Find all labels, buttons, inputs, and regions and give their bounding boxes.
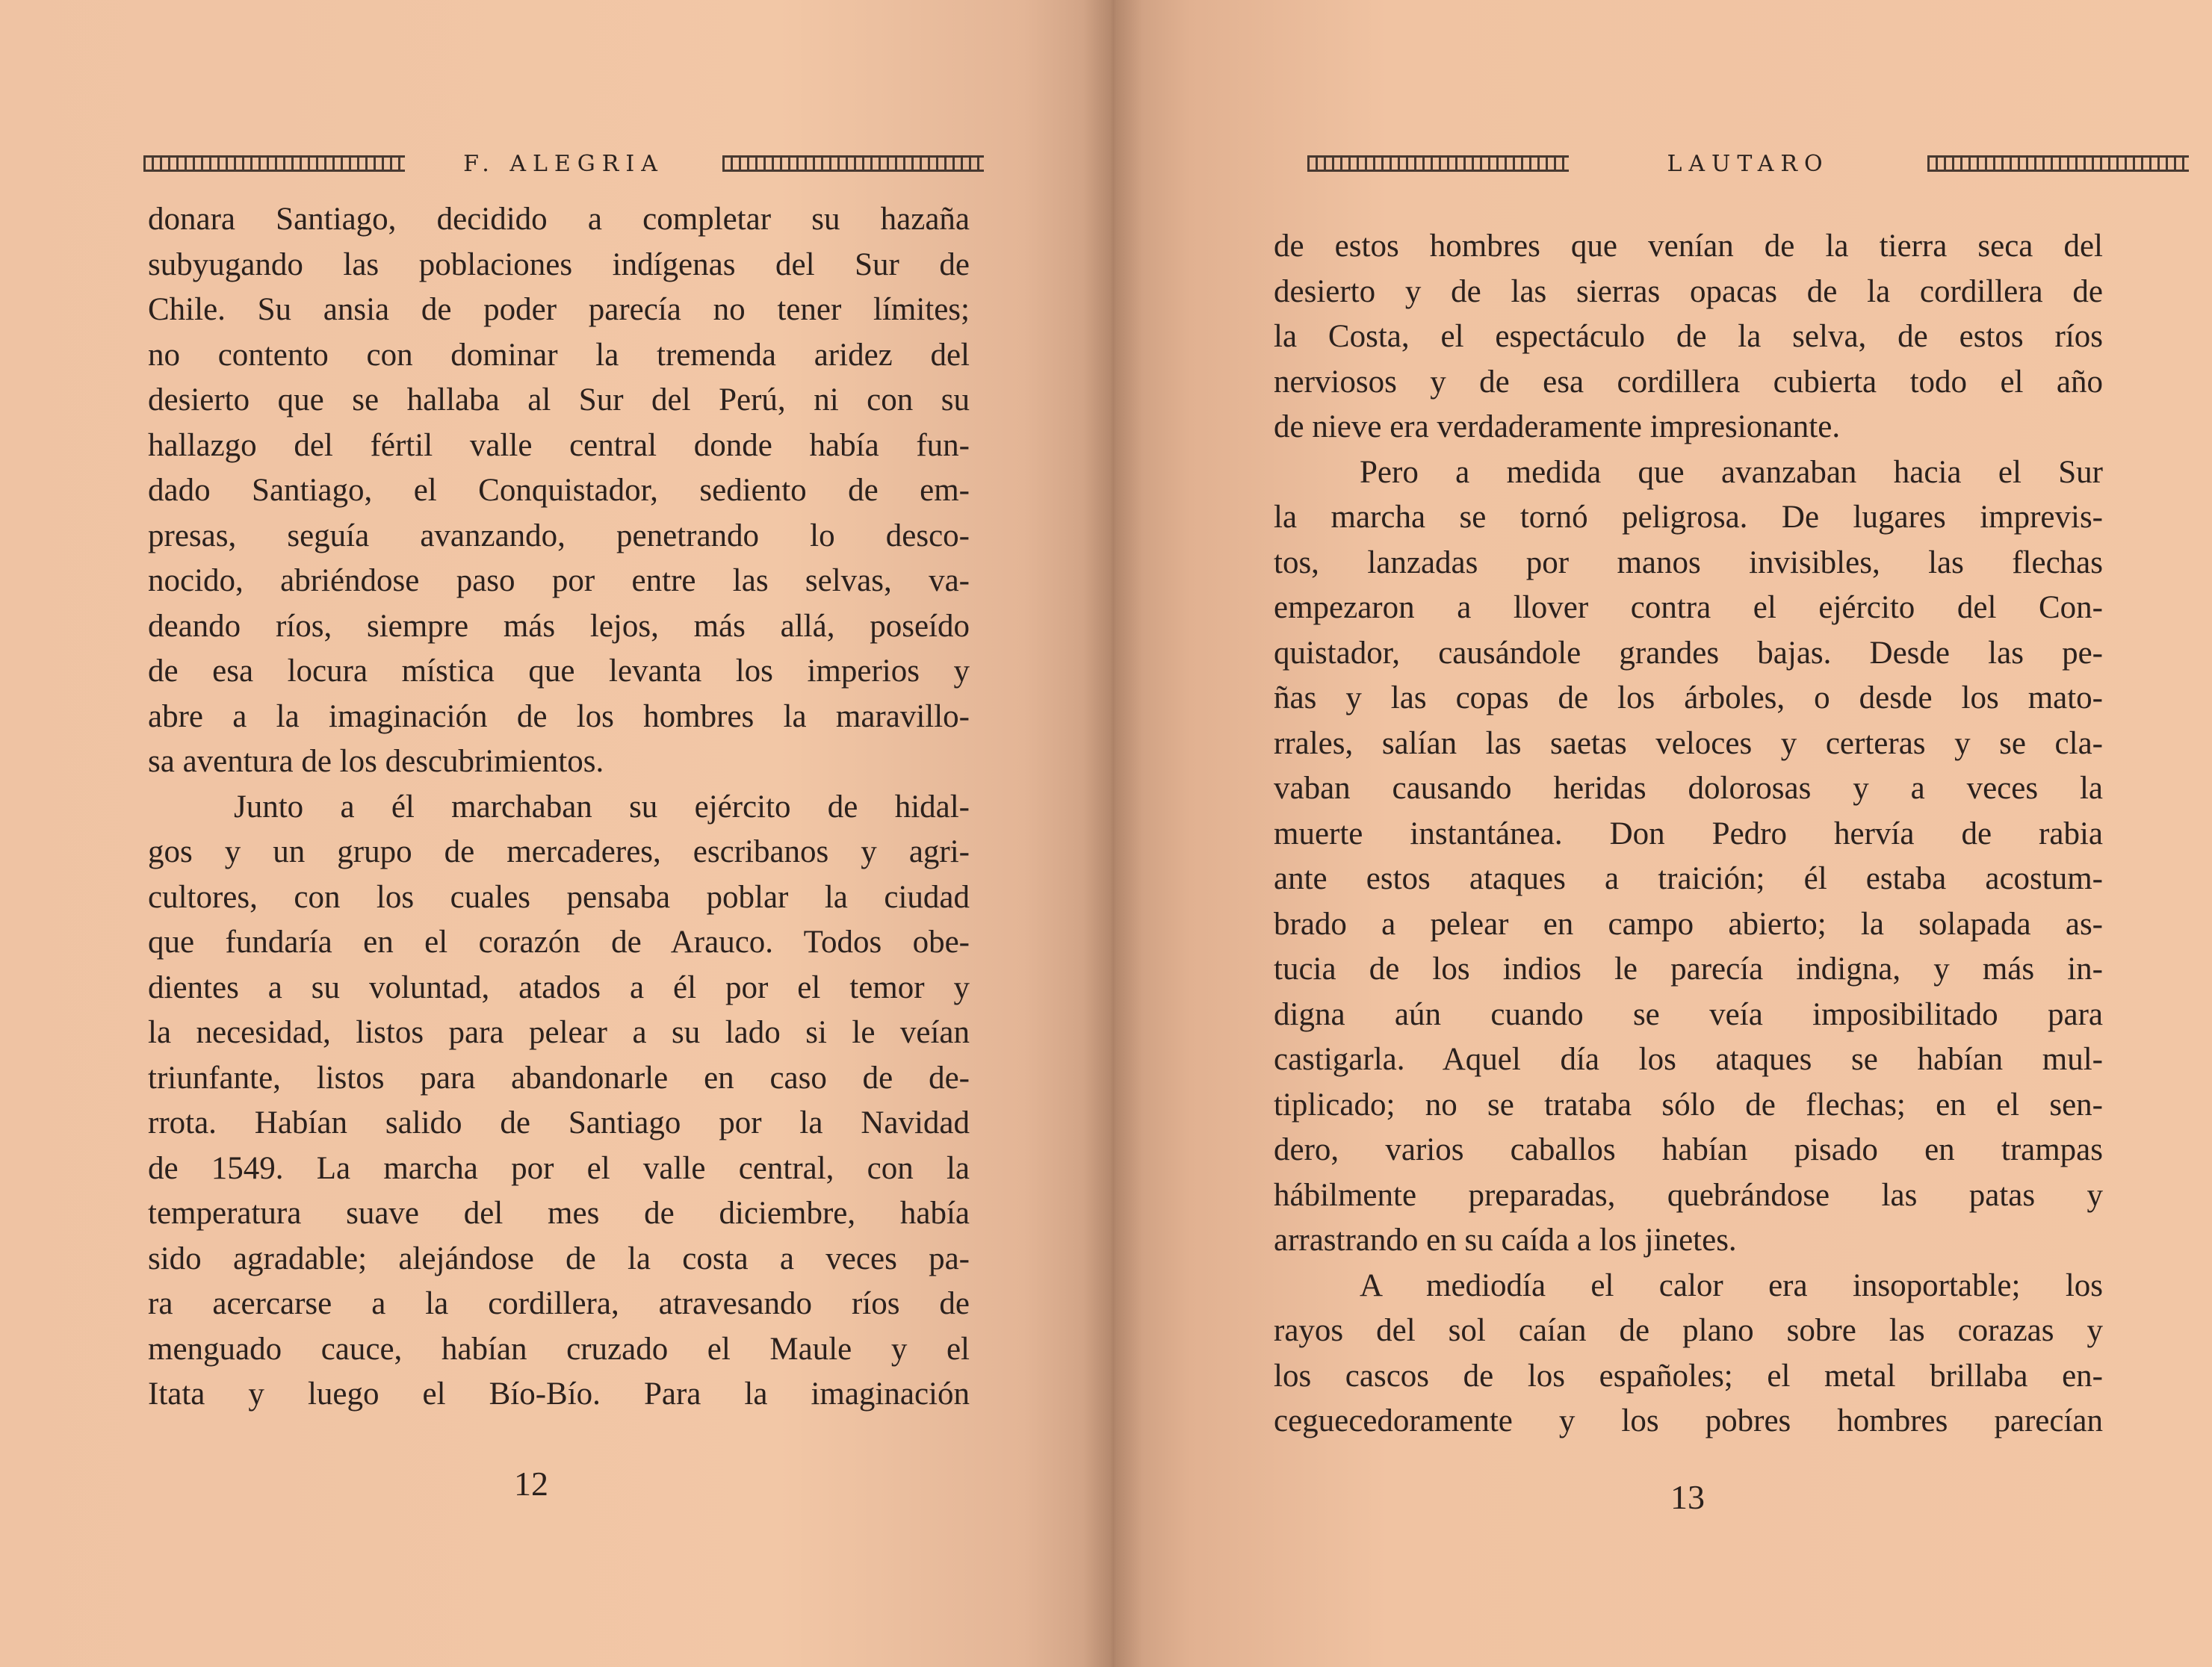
text-line: Chile. Su ansia de poder parecía no tener límites; <box>148 292 970 327</box>
text-line: empezaron a llover contra el ejército del Con- <box>1274 590 2103 625</box>
text-line: donara Santiago, decidido a completar su hazaña <box>148 202 970 237</box>
left-running-head <box>143 145 984 182</box>
text-line: triunfante, listos para abandonarle en caso de de- <box>148 1060 970 1096</box>
right-page <box>1113 0 2212 1667</box>
right-page-number: 13 <box>1670 1478 1705 1516</box>
text-line: nocido, abriéndose paso por entre las selvas, va- <box>148 563 970 598</box>
text-line: ante estos ataques a traición; él estaba acostum- <box>1274 861 2103 896</box>
text-line: Pero a medida que avanzaban hacia el Sur <box>1360 454 2103 490</box>
text-line: los cascos de los españoles; el metal brillaba en- <box>1274 1358 2103 1394</box>
text-line: la Costa, el espectáculo de la selva, de estos ríos <box>1274 319 2103 354</box>
text-line: temperatura suave del mes de diciembre, había <box>148 1196 970 1231</box>
text-line: la necesidad, listos para pelear a su lado si le veían <box>148 1015 970 1050</box>
text-line: que fundaría en el corazón de Arauco. Todos obe- <box>148 925 970 960</box>
greek-key-ornament-icon <box>1927 155 2189 172</box>
text-line: abre a la imaginación de los hombres la maravillo- <box>148 698 970 734</box>
text-line: sa aventura de los descubrimientos. <box>148 744 604 779</box>
text-line: tos, lanzadas por manos invisibles, las flechas <box>1274 544 2103 580</box>
text-line: dado Santiago, el Conquistador, sediento de em- <box>148 473 970 508</box>
text-line: Itata y luego el Bío-Bío. Para la imaginación <box>148 1376 970 1412</box>
text-line: de estos hombres que venían de la tierra seca del <box>1274 229 2103 264</box>
text-line: quistador, causándole grandes bajas. Desde las pe- <box>1274 635 2103 671</box>
text-line: subyugando las poblaciones indígenas del Sur de <box>148 246 970 282</box>
text-line: brado a pelear en campo abierto; la solapada as- <box>1274 906 2103 942</box>
text-line: no contento con dominar la tremenda aridez del <box>148 337 970 373</box>
text-line: desierto y de las sierras opacas de la cordillera de <box>1274 273 2103 309</box>
text-line: de esa locura mística que levanta los imperios y <box>148 654 970 689</box>
greek-key-ornament-icon <box>722 155 984 172</box>
greek-key-ornament-icon <box>143 155 405 172</box>
text-line: arrastrando en su caída a los jinetes. <box>1274 1223 1737 1258</box>
text-line: la marcha se tornó peligrosa. De lugares imprevis- <box>1274 500 2103 535</box>
text-line: menguado cauce, habían cruzado el Maule y el <box>148 1331 970 1367</box>
text-line: hallazgo del fértil valle central donde había fun- <box>148 427 970 463</box>
text-line: de 1549. La marcha por el valle central, con la <box>148 1150 970 1186</box>
text-line: cultores, con los cuales pensaba poblar la ciudad <box>148 879 970 915</box>
text-line: presas, seguía avanzando, penetrando lo desco- <box>148 518 970 553</box>
right-body-text <box>1274 224 2103 1444</box>
text-line: desierto que se hallaba al Sur del Perú, ni con su <box>148 382 970 417</box>
text-line: ñas y las copas de los árboles, o desde los mato- <box>1274 680 2103 715</box>
text-line: de nieve era verdaderamente impresionante. <box>1274 409 1841 444</box>
text-line: nerviosos y de esa cordillera cubierta todo el año <box>1274 364 2103 400</box>
text-line: vaban causando heridas dolorosas y a veces la <box>1274 771 2103 806</box>
text-line: muerte instantánea. Don Pedro hervía de rabia <box>1274 816 2103 851</box>
right-running-head-title: LAUTARO <box>1667 150 1830 177</box>
text-line: gos y un grupo de mercaderes, escribanos y agri- <box>148 834 970 869</box>
left-body-text <box>148 197 970 1418</box>
greek-key-ornament-icon <box>1307 155 1569 172</box>
text-line: sido agradable; alejándose de la costa a veces pa- <box>148 1241 970 1276</box>
text-line: ceguecedoramente y los pobres hombres parecían <box>1274 1403 2103 1438</box>
text-line: Junto a él marchaban su ejército de hidal- <box>234 789 970 825</box>
text-line: rayos del sol caían de plano sobre las corazas y <box>1274 1313 2103 1348</box>
text-line: castigarla. Aquel día los ataques se habían mul- <box>1274 1042 2103 1077</box>
text-line: digna aún cuando se veía imposibilitado para <box>1274 996 2103 1032</box>
text-line: rrota. Habían salido de Santiago por la Navidad <box>148 1105 970 1140</box>
text-line: rrales, salían las saetas veloces y certeras y se cla- <box>1274 725 2103 761</box>
text-line: tucia de los indios le parecía indigna, y más in- <box>1274 952 2103 987</box>
text-line: dientes a su voluntad, atados a él por el temor y <box>148 969 970 1005</box>
text-line: ra acercarse a la cordillera, atravesando ríos de <box>148 1286 970 1321</box>
left-page-number: 12 <box>514 1465 548 1503</box>
right-running-head <box>1307 145 2189 182</box>
left-running-head-title: F. ALEGRIA <box>463 150 664 177</box>
text-line: hábilmente preparadas, quebrándose las patas y <box>1274 1177 2103 1213</box>
text-line: deando ríos, siempre más lejos, más allá, poseído <box>148 608 970 644</box>
text-line: A mediodía el calor era insoportable; los <box>1360 1267 2103 1303</box>
text-line: tiplicado; no se trataba sólo de flechas; en el sen- <box>1274 1087 2103 1123</box>
text-line: dero, varios caballos habían pisado en trampas <box>1274 1132 2103 1167</box>
